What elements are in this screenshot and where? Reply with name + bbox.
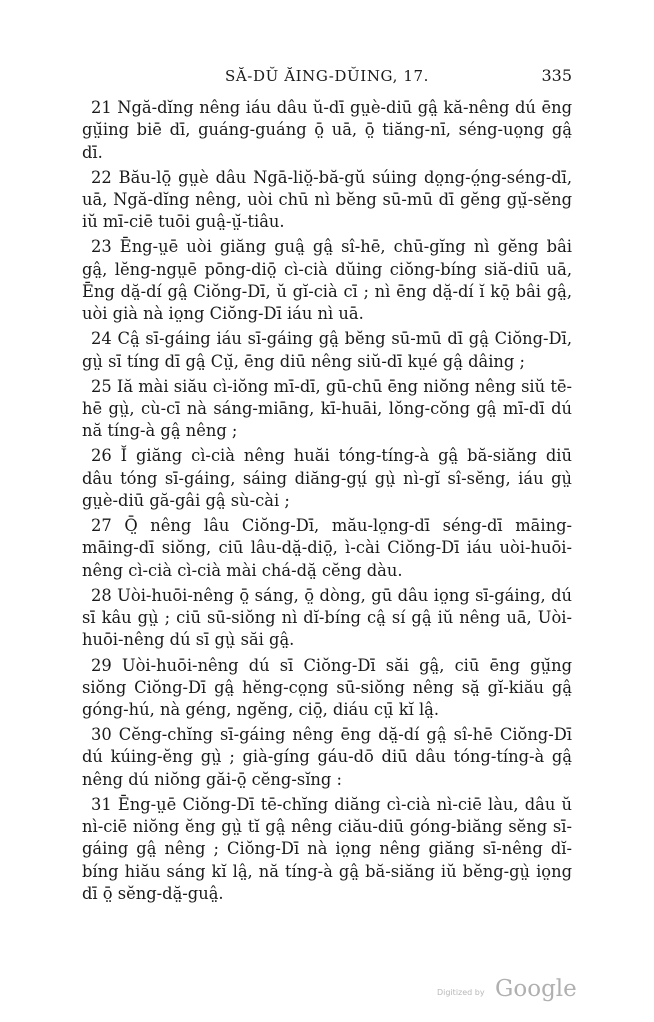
page-number: 335 [541, 66, 572, 85]
verse-31: 31 Ēng-ṳē Ciŏng-Dī tē-chĭng diăng cì-cià nì-ciē làu, dâu ŭ nì-ciē niŏng ĕng gṳ̀ tĭ gâ̤ nêng ciău-diū góng-biăng sĕng sī-gáing gâ̤ nêng ; Ciŏng-Dī nà io̤ng nêng giăng sī-nêng dĭ-bíng hiău sáng kĭ lâ̤, nă tíng-à gâ̤ bă-siăng iŭ bĕng-gṳ̀ io̤ng dī ō̤ sĕng-dă̤-guâ̤. [82, 794, 572, 904]
digitization-watermark [437, 977, 577, 1007]
verse-27: 27 Ō̤ nêng lâu Ciŏng-Dī, mău-lo̤ng-dī séng-dī māing-māing-dī siŏng, ciū lâu-dă̤-diō̤, ì-cài Ciŏng-Dī iáu uòi-huōi-nêng cì-cià cì-cià mài chá-dă̤ cĕng dàu. [82, 516, 572, 580]
digitized-by-label: Digitized by [437, 988, 485, 997]
page-header [82, 64, 572, 88]
google-logo-text: Google [495, 976, 577, 1002]
verse-22: 22 Bău-lō̤ gṳè dâu Ngā-liŏ̤-bă-gŭ súing do̤ng-ó̤ng-séng-dī, uā, Ngă-dĭng nêng, uòi chū nì bĕng sū-mū dī gĕng gṳ̆-sĕng iŭ mī-ciē tuōi guâ̤-ṳ̆-tiâu. [82, 167, 572, 232]
verse-28: 28 Uòi-huōi-nêng ō̤ sáng, ō̤ dòng, gū dâu io̤ng sī-gáing, dú sī kâu gṳ̀ ; ciū sū-siŏng nì dĭ-bíng câ̤ sí gâ̤ iŭ nêng uā, Uòi-huōi-nêng dú sī gṳ̀ săi gâ̤. [82, 585, 572, 650]
verse-26: 26 Ĭ giăng cì-cià nêng huăi tóng-tíng-à gâ̤ bă-siăng diū dâu tóng sī-gáing, sáing diăng-gṳ́ gṳ̀ nì-gĭ sî-sĕng, iáu gṳ̀ gṳè-diū gă-gâi gâ̤ sù-cài ; [82, 446, 572, 511]
verse-25: 25 Iă mài siău cì-iŏng mī-dī, gū-chū ēng niŏng nêng siŭ tē-hē gṳ̀, cù-cī nà sáng-miāng, kī-huāi, lŏng-cŏng gâ̤ mī-dī dú nă tíng-à gâ̤ nêng ; [82, 376, 572, 441]
verse-29: 29 Uòi-huōi-nêng dú sī Ciŏng-Dī săi gâ̤, ciū ēng gṳ̆ng siŏng Ciŏng-Dī gâ̤ hĕng-co̤ng sū-siŏng nêng să̤ gĭ-kiău gâ̤ góng-hú, nà géng, ngĕng, ciō̤, diáu cṳ̄ kĭ lâ̤. [82, 655, 572, 720]
verse-30: 30 Cĕng-chĭng sī-gáing nêng ēng dă̤-dí gâ̤ sî-hē Ciŏng-Dī dú kúing-ĕng gṳ̀ ; già-gíng gáu-dō diū dâu tóng-tíng-à gâ̤ nêng dú niŏng găi-ō̤ cĕng-sĭng : [82, 725, 572, 789]
scripture-text [82, 97, 572, 908]
running-title: SĂ-DŬ ĂING-DŬING, 17. [225, 67, 429, 85]
verse-23: 23 Ēng-ṳē uòi giăng guâ̤ gâ̤ sî-hē, chū-gĭng nì gĕng bâi gâ̤, lĕng-ngṳē pōng-diō̤ cì-cià dŭing ciŏng-bíng siă-diū uā, Ēng dă̤-dí gâ̤ Ciŏng-Dī, ŭ gĭ-cià cī ; nì ēng dă̤-dí ĭ kō̤ bâi gâ̤, uòi già nà io̤ng Ciŏng-Dī iáu nì uā. [82, 237, 572, 324]
verse-21: 21 Ngă-dĭng nêng iáu dâu ŭ-dī gṳè-diū gâ̤ kă-nêng dú ēng gṳ̆ing biē dī, guáng-guáng ō̤ uā, ō̤ tiăng-nī, séng-uo̤ng gâ̤ dī. [82, 98, 572, 162]
verse-24: 24 Câ̤ sī-gáing iáu sī-gáing gâ̤ bĕng sū-mū dī gâ̤ Ciŏng-Dī, gṳ̀ sī tíng dī gâ̤ Cṳ̆, ēng diū nêng siŭ-dī kṳé gâ̤ dâing ; [82, 329, 572, 371]
